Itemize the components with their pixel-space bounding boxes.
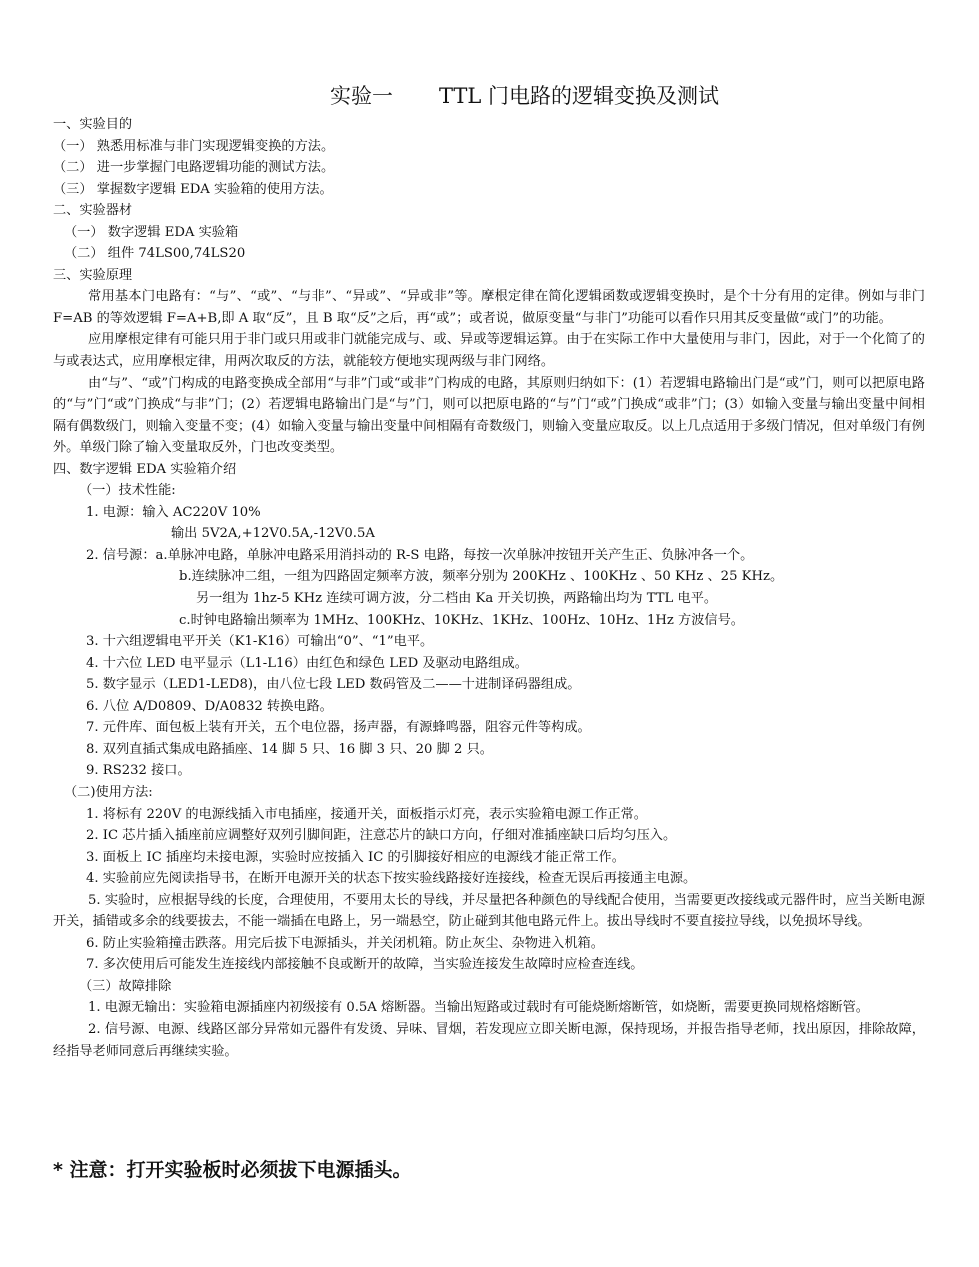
text-line: 另一组为 1hz-5 KHz 连续可调方波，分二档由 Ka 开关切换，两路输出均为 TTL 电平。 (196, 591, 718, 607)
text-line: 二、实验器材 (53, 203, 133, 219)
document-body (53, 114, 925, 1062)
text-line: 2. 信号源：a.单脉冲电路，单脉冲电路采用消抖动的 R-S 电路，每按一次单脉冲按钮开关产生正、负脉冲各一个。 (86, 547, 754, 563)
text-line: 7. 元件库、面包板上装有开关，五个电位器，扬声器，有源蜂鸣器，阻容元件等构成。 (86, 720, 591, 736)
text-line: （一）技术性能: (79, 483, 176, 499)
text-line: 1. 将标有 220V 的电源线插入市电插座，接通开关，面板指示灯亮，表示实验箱电源工作正常。 (86, 806, 647, 822)
text-line: 7. 多次使用后可能发生连接线内部接触不良或断开的故障，当实验连接发生故障时应检查连线。 (86, 957, 644, 973)
text-line: 由“与”、“或”门构成的电路变换成全部用“与非”门或“或非”门构成的电路，其原则归纳如下：(1）若逻辑电路输出门是“或”门，则可以把原电路的“与”门“或”门换成“与非”门；(2）若逻辑电路输出门是“与”门，则可以把原电路的“与”门“或”门换成“或非”门；(3）如输入变量与输出变量中间相隔有偶数级门，则输入变量不变；(4）如输入变量与输出变量中间相隔有奇数级门，则输入变量应取反。以上几点适用于多级门情况，但对单级门有例外。单级门除了输入变量取反外，门也改变类型。 (53, 375, 925, 456)
text-line: b.连续脉冲二组，一组为四路固定频率方波，频率分别为 200KHz 、100KHz 、50 KHz 、25 KHz。 (179, 569, 784, 585)
text-line: （三）故障排除 (79, 978, 172, 994)
text-line: 4. 十六位 LED 电平显示（L1-L16）由红色和绿色 LED 及驱动电路组成。 (86, 655, 528, 671)
text-line: （二） 组件 74LS00,74LS20 (64, 246, 246, 262)
text-line: 一、实验目的 (53, 117, 133, 132)
text-line: 6. 八位 A/D0809、D/A0832 转换电路。 (86, 698, 333, 714)
text-line: 1. 电源无输出：实验箱电源插座内初级接有 0.5A 熔断器。当输出短路或过载时有可能烧断熔断管，如烧断，需要更换同规格熔断管。 (88, 1000, 869, 1016)
text-line: （二)使用方法: (64, 784, 153, 800)
text-line: 6. 防止实验箱撞击跌落。用完后拔下电源插头，并关闭机箱。防止灰尘、杂物进入机箱。 (86, 935, 604, 951)
text-line: 应用摩根定律有可能只用于非门或只用或非门就能完成与、或、异或等逻辑运算。由于在实际工作中大量使用与非门，因此，对于一个化简了的与或表达式，应用摩根定律，用两次取反的方法，就能较方便地实现两级与非门网络。 (53, 332, 925, 370)
text-line: c.时钟电路输出频率为 1MHz、100KHz、10KHz、1KHz、100Hz、10Hz、1Hz 方波信号。 (179, 612, 744, 628)
text-line: 输出 5V2A,+12V0.5A,-12V0.5A (171, 526, 375, 542)
text-line: 5. 数字显示（LED1-LED8)，由八位七段 LED 数码管及二——十进制译码器组成。 (86, 677, 581, 693)
text-line: （一） 数字逻辑 EDA 实验箱 (64, 224, 239, 240)
safety-note: * 注意：打开实验板时必须拔下电源插头。 (53, 1159, 412, 1181)
text-line: 9. RS232 接口。 (86, 763, 191, 779)
text-line: 四、数字逻辑 EDA 实验箱介绍 (53, 461, 237, 477)
title-experiment-name: TTL 门电路的逻辑变换及测试 (439, 84, 720, 108)
text-line: （一） 熟悉用标准与非门实现逻辑变换的方法。 (53, 138, 335, 154)
text-line: 5. 实验时，应根据导线的长度，合理使用，不要用太长的导线，并尽量把各种颜色的导线配合使用，当需要更改接线或元器件时，应当关断电源开关，插错或多余的线要拔去，不能一端插在电路上，另一端悬空，防止碰到其他电路元件上。拔出导线时不要直接拉导线，以免损坏导线。 (53, 892, 925, 930)
text-line: 3. 面板上 IC 插座均未接电源，实验时应按插入 IC 的引脚接好相应的电源线才能正常工作。 (86, 849, 625, 865)
document-title (330, 82, 719, 110)
text-line: 2. IC 芯片插入插座前应调整好双列引脚间距，注意芯片的缺口方向，仔细对准插座缺口后均匀压入。 (86, 828, 677, 844)
text-line: （二） 进一步掌握门电路逻辑功能的测试方法。 (53, 160, 335, 176)
title-experiment-number: 实验一 (330, 84, 393, 108)
text-line: 1. 电源：输入 AC220V 10% (86, 504, 261, 520)
text-line: 3. 十六组逻辑电平开关（K1-K16）可输出“0”、“1”电平。 (86, 634, 434, 650)
text-line: 4. 实验前应先阅读指导书，在断开电源开关的状态下按实验线路接好连接线，检查无误后再接通主电源。 (86, 871, 697, 887)
text-line: 三、实验原理 (53, 267, 133, 283)
text-line: 常用基本门电路有：“与”、“或”、“与非”、“异或”、“异或非”等。摩根定律在简化逻辑函数或逻辑变换时，是个十分有用的定律。例如与非门 F=AB 的等效逻辑 F=A+B,即 A 取“反”，且 B 取“反”之后，再“或”；或者说，做原变量“与非门”功能可以看作只用其反变量做“或门”的功能。 (53, 289, 925, 326)
text-line: 2. 信号源、电源、线路区部分异常如元器件有发烫、异味、冒烟，若发现应立即关断电源，保持现场，并报告指导老师，找出原因，排除故障，经指导老师同意后再继续实验。 (53, 1021, 925, 1059)
text-line: （三） 掌握数字逻辑 EDA 实验箱的使用方法。 (53, 181, 333, 197)
text-line: 8. 双列直插式集成电路插座、14 脚 5 只、16 脚 3 只、20 脚 2 只。 (86, 741, 493, 757)
